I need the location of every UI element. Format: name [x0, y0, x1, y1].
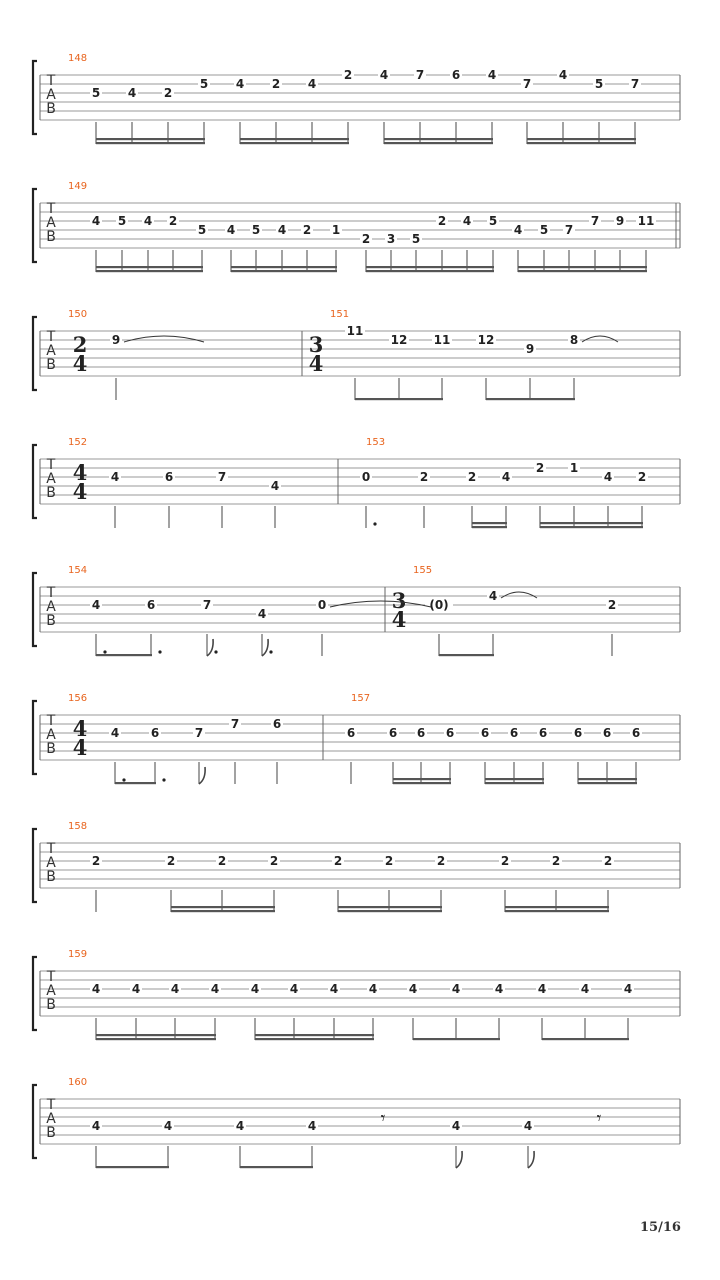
tab-clef-letter: A — [46, 855, 56, 871]
note-beam — [472, 522, 507, 524]
measure-number: 154 — [68, 565, 88, 576]
tab-clef-letter: B — [46, 357, 56, 373]
fret-number: 2 — [535, 461, 545, 475]
fret-number: 6 — [480, 726, 490, 740]
time-signature-top: 3 — [308, 332, 324, 357]
note-flag — [528, 1151, 534, 1168]
fret-number: 4 — [368, 982, 378, 996]
fret-number: (0) — [429, 598, 449, 612]
note-beam — [439, 654, 494, 656]
fret-number: 2 — [217, 854, 227, 868]
measure-number: 153 — [366, 437, 386, 448]
note-beam — [96, 654, 152, 656]
note-beam — [96, 1166, 169, 1168]
note-beam — [231, 270, 337, 272]
note-beam — [96, 1038, 216, 1040]
note-beam — [255, 1034, 374, 1036]
tab-clef-letter: T — [46, 969, 56, 985]
note-beam — [578, 782, 637, 784]
rhythm-dot — [162, 778, 165, 781]
tab-clef-letter: T — [46, 585, 56, 601]
fret-number: 4 — [451, 1119, 461, 1133]
fret-number: 5 — [411, 232, 421, 246]
fret-number: 4 — [603, 470, 613, 484]
time-signature-top: 4 — [72, 716, 88, 741]
fret-number: 2 — [419, 470, 429, 484]
fret-number: 6 — [164, 470, 174, 484]
eighth-rest: 𝄾 — [380, 1108, 386, 1129]
note-beam — [505, 910, 609, 912]
tab-clef-letter: T — [46, 329, 56, 345]
note-beam — [518, 266, 647, 268]
rhythm-dot — [158, 650, 161, 653]
tab-clef-letter: T — [46, 1097, 56, 1113]
tab-clef-letter: B — [46, 741, 56, 757]
tab-clef-letter: B — [46, 997, 56, 1013]
fret-number: 6 — [445, 726, 455, 740]
tab-clef-letter: A — [46, 727, 56, 743]
note-beam — [518, 270, 647, 272]
tab-clef-letter: T — [46, 201, 56, 217]
time-signature-bottom: 4 — [308, 351, 324, 376]
note-beam — [527, 142, 636, 144]
fret-number: 7 — [590, 214, 600, 228]
rhythm-dot — [214, 650, 217, 653]
note-beam — [240, 1166, 313, 1168]
fret-number: 4 — [488, 589, 498, 603]
fret-number: 4 — [289, 982, 299, 996]
fret-number: 2 — [166, 854, 176, 868]
tab-clef-letter: B — [46, 613, 56, 629]
tab-clef-letter: A — [46, 87, 56, 103]
tab-clef-letter: A — [46, 471, 56, 487]
fret-number: 2 — [500, 854, 510, 868]
fret-number: 7 — [217, 470, 227, 484]
time-signature-bottom: 4 — [72, 479, 88, 504]
fret-number: 0 — [361, 470, 371, 484]
measure-number: 158 — [68, 821, 88, 832]
note-beam — [338, 910, 442, 912]
fret-number: 4 — [501, 470, 511, 484]
fret-number: 4 — [307, 77, 317, 91]
tab-clef-letter: B — [46, 485, 56, 501]
fret-number: 2 — [163, 86, 173, 100]
fret-number: 12 — [477, 333, 495, 347]
note-beam — [171, 910, 275, 912]
measure-number: 150 — [68, 309, 88, 320]
fret-number: 6 — [538, 726, 548, 740]
fret-number: 7 — [202, 598, 212, 612]
tab-clef-letter: T — [46, 73, 56, 89]
note-beam — [485, 782, 544, 784]
fret-number: 11 — [637, 214, 655, 228]
note-beam — [472, 526, 507, 528]
fret-number: 4 — [235, 1119, 245, 1133]
time-signature-top: 3 — [391, 588, 407, 613]
fret-number: 4 — [91, 1119, 101, 1133]
note-beam — [485, 778, 544, 780]
measure-number: 152 — [68, 437, 88, 448]
note-flag — [207, 639, 213, 656]
tab-clef-letter: B — [46, 229, 56, 245]
fret-number: 7 — [415, 68, 425, 82]
note-beam — [96, 270, 203, 272]
fret-number: 2 — [302, 223, 312, 237]
fret-number: 5 — [488, 214, 498, 228]
note-beam — [540, 522, 643, 524]
eighth-rest: 𝄾 — [596, 1108, 602, 1129]
system-bracket — [33, 957, 37, 1030]
fret-number: 6 — [631, 726, 641, 740]
note-beam — [505, 906, 609, 908]
note-beam — [231, 266, 337, 268]
fret-number: 6 — [346, 726, 356, 740]
fret-number: 11 — [346, 324, 364, 338]
page-number: 15/16 — [640, 1220, 681, 1235]
note-beam — [240, 138, 349, 140]
fret-number: 4 — [513, 223, 523, 237]
note-beam — [366, 266, 494, 268]
tie-arc — [582, 336, 618, 342]
tab-clef-letter: B — [46, 101, 56, 117]
time-signature-bottom: 4 — [72, 351, 88, 376]
fret-number: 9 — [111, 333, 121, 347]
note-beam — [527, 138, 636, 140]
fret-number: 4 — [307, 1119, 317, 1133]
note-flag — [262, 639, 268, 656]
fret-number: 6 — [416, 726, 426, 740]
fret-number: 4 — [523, 1119, 533, 1133]
note-beam — [96, 142, 205, 144]
note-beam — [542, 1038, 629, 1040]
note-beam — [96, 1034, 216, 1036]
fret-number: 7 — [522, 77, 532, 91]
tab-clef-letter: B — [46, 1125, 56, 1141]
fret-number: 3 — [386, 232, 396, 246]
fret-number: 4 — [235, 77, 245, 91]
tab-clef-letter: T — [46, 841, 56, 857]
rhythm-dot — [373, 522, 376, 525]
note-beam — [171, 906, 275, 908]
fret-number: 11 — [433, 333, 451, 347]
fret-number: 6 — [388, 726, 398, 740]
fret-number: 4 — [226, 223, 236, 237]
fret-number: 2 — [436, 854, 446, 868]
fret-number: 4 — [494, 982, 504, 996]
fret-number: 2 — [551, 854, 561, 868]
system-bracket — [33, 445, 37, 518]
tab-clef-letter: A — [46, 215, 56, 231]
note-flag — [456, 1151, 462, 1168]
fret-number: 6 — [272, 717, 282, 731]
note-beam — [96, 266, 203, 268]
fret-number: 2 — [361, 232, 371, 246]
fret-number: 6 — [509, 726, 519, 740]
fret-number: 4 — [250, 982, 260, 996]
fret-number: 4 — [277, 223, 287, 237]
system-bracket — [33, 61, 37, 134]
fret-number: 4 — [451, 982, 461, 996]
fret-number: 4 — [143, 214, 153, 228]
fret-number: 2 — [607, 598, 617, 612]
fret-number: 4 — [462, 214, 472, 228]
fret-number: 4 — [131, 982, 141, 996]
fret-number: 5 — [539, 223, 549, 237]
fret-number: 4 — [110, 726, 120, 740]
note-beam — [240, 142, 349, 144]
tab-clef-letter: A — [46, 983, 56, 999]
note-beam — [96, 138, 205, 140]
note-beam — [540, 526, 643, 528]
fret-number: 2 — [384, 854, 394, 868]
fret-number: 6 — [146, 598, 156, 612]
fret-number: 4 — [91, 598, 101, 612]
fret-number: 4 — [91, 982, 101, 996]
measure-number: 155 — [413, 565, 433, 576]
fret-number: 4 — [163, 1119, 173, 1133]
note-beam — [578, 778, 637, 780]
fret-number: 2 — [271, 77, 281, 91]
rhythm-dot — [103, 650, 106, 653]
fret-number: 5 — [91, 86, 101, 100]
fret-number: 4 — [270, 479, 280, 493]
fret-number: 9 — [615, 214, 625, 228]
system-bracket — [33, 701, 37, 774]
rhythm-dot — [122, 778, 125, 781]
note-beam — [255, 1038, 374, 1040]
measure-number: 160 — [68, 1077, 88, 1088]
fret-number: 4 — [379, 68, 389, 82]
fret-number: 2 — [269, 854, 279, 868]
fret-number: 4 — [580, 982, 590, 996]
note-beam — [338, 906, 442, 908]
fret-number: 7 — [630, 77, 640, 91]
fret-number: 4 — [623, 982, 633, 996]
time-signature-top: 4 — [72, 460, 88, 485]
tie-arc — [124, 336, 204, 342]
fret-number: 2 — [603, 854, 613, 868]
system-bracket — [33, 1085, 37, 1158]
fret-number: 7 — [230, 717, 240, 731]
fret-number: 7 — [194, 726, 204, 740]
fret-number: 5 — [594, 77, 604, 91]
system-bracket — [33, 189, 37, 262]
tab-clef-letter: A — [46, 599, 56, 615]
tab-clef-letter: T — [46, 713, 56, 729]
measure-number: 149 — [68, 181, 88, 192]
fret-number: 1 — [331, 223, 341, 237]
fret-number: 4 — [91, 214, 101, 228]
note-beam — [366, 270, 494, 272]
fret-number: 4 — [537, 982, 547, 996]
fret-number: 5 — [199, 77, 209, 91]
fret-number: 2 — [91, 854, 101, 868]
fret-number: 2 — [333, 854, 343, 868]
fret-number: 4 — [558, 68, 568, 82]
fret-number: 4 — [487, 68, 497, 82]
measure-number: 159 — [68, 949, 88, 960]
fret-number: 8 — [569, 333, 579, 347]
fret-number: 4 — [210, 982, 220, 996]
note-beam — [413, 1038, 500, 1040]
fret-number: 5 — [197, 223, 207, 237]
fret-number: 2 — [467, 470, 477, 484]
fret-number: 2 — [637, 470, 647, 484]
tab-clef-letter: A — [46, 1111, 56, 1127]
tab-clef-letter: T — [46, 457, 56, 473]
fret-number: 1 — [569, 461, 579, 475]
fret-number: 6 — [451, 68, 461, 82]
measure-number: 151 — [330, 309, 350, 320]
fret-number: 5 — [117, 214, 127, 228]
fret-number: 6 — [602, 726, 612, 740]
note-beam — [486, 398, 575, 400]
fret-number: 4 — [127, 86, 137, 100]
tie-arc — [330, 601, 431, 607]
system-bracket — [33, 573, 37, 646]
note-beam — [384, 142, 493, 144]
fret-number: 6 — [150, 726, 160, 740]
note-beam — [355, 398, 443, 400]
fret-number: 4 — [110, 470, 120, 484]
time-signature-bottom: 4 — [72, 735, 88, 760]
fret-number: 12 — [390, 333, 408, 347]
note-beam — [115, 782, 156, 784]
fret-number: 5 — [251, 223, 261, 237]
fret-number: 4 — [170, 982, 180, 996]
fret-number: 9 — [525, 342, 535, 356]
system-bracket — [33, 317, 37, 390]
time-signature-top: 2 — [72, 332, 88, 357]
note-beam — [393, 782, 451, 784]
system-bracket — [33, 829, 37, 902]
tab-clef-letter: A — [46, 343, 56, 359]
tab-clef-letter: B — [46, 869, 56, 885]
fret-number: 2 — [343, 68, 353, 82]
time-signature-bottom: 4 — [391, 607, 407, 632]
measure-number: 157 — [351, 693, 371, 704]
note-beam — [393, 778, 451, 780]
measure-number: 156 — [68, 693, 88, 704]
fret-number: 4 — [329, 982, 339, 996]
fret-number: 0 — [317, 598, 327, 612]
fret-number: 6 — [573, 726, 583, 740]
rhythm-dot — [269, 650, 272, 653]
measure-number: 148 — [68, 53, 88, 64]
fret-number: 2 — [168, 214, 178, 228]
fret-number: 4 — [257, 607, 267, 621]
note-flag — [199, 767, 205, 784]
tie-arc — [501, 592, 537, 598]
fret-number: 7 — [564, 223, 574, 237]
note-beam — [384, 138, 493, 140]
fret-number: 4 — [408, 982, 418, 996]
fret-number: 2 — [437, 214, 447, 228]
